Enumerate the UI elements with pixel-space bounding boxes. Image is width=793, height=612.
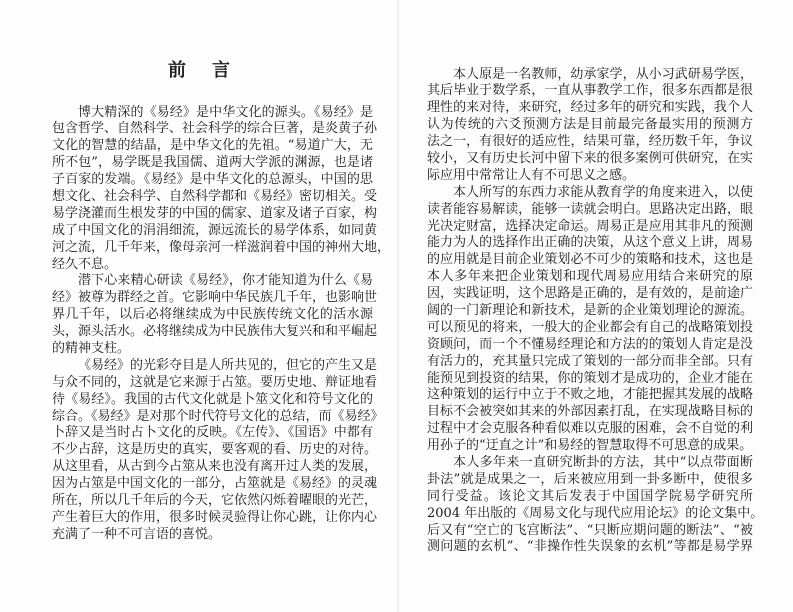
paragraph xyxy=(427,67,753,185)
text-line: 这种策划的运行中立于不败之地，才能把握其发展的战略 xyxy=(427,387,753,403)
text-line: 所不包”，易学既是我国儒、道两大学派的渊源，也是诸 xyxy=(52,155,373,171)
text-line: 读者能容易解读，能够一读就会明白。思路决定出路，眼 xyxy=(427,201,753,217)
text-line: 不少占辞，这是历史的真实，要客观的看、历史的对待。 xyxy=(52,442,378,458)
text-line: 阔的一门新理论和新技术，是新的企业策划理论的源流。 xyxy=(427,302,753,318)
text-line: 本人多年来一直研究断卦的方法，其中“以点带面断 xyxy=(453,454,753,470)
text-line: 光决定财富，选择决定命运。周易正是应用其非凡的预测 xyxy=(427,218,753,234)
text-line: 包含哲学、自然科学、社会科学的综合巨著，是炎黄子孙 xyxy=(52,121,378,137)
text-line: 有活力的，充其量只完成了策划的一部分而非全部。只有 xyxy=(427,353,753,369)
text-line: 能力为人的选择作出正确的决策，从这个意义上讲，周易 xyxy=(427,235,753,251)
left-page-body xyxy=(52,104,391,544)
text-line: 的精神支柱。 xyxy=(52,340,131,356)
text-line: 待《易经》。我国的古代文化就是卜筮文化和符号文化的 xyxy=(52,391,373,407)
text-line: 本人所写的东西力求能从教育学的角度来进入，以使 xyxy=(453,184,753,200)
text-line: 能预见到投资的结果，你的策划才是成功的，企业才能在 xyxy=(427,370,753,386)
paragraph xyxy=(52,357,384,544)
text-line: 同行受益。该论文其后发表于中国国学院易学研究所 xyxy=(427,488,753,504)
page-gutter xyxy=(397,0,399,612)
text-line: 法之一，有很好的适应性，结果可靠，经历数千年，争议 xyxy=(427,134,753,150)
text-line: 经久不息。 xyxy=(52,256,118,272)
text-line: 卦法”就是成果之一，后来被应用到一卦多断中，使很多 xyxy=(427,471,753,487)
text-line: 可以预见的将来，一般大的企业都会有自己的战略策划投 xyxy=(427,319,753,335)
text-line: 其后毕业于数学系，一直从事教学工作，很多东西都是很 xyxy=(427,83,753,99)
paragraph xyxy=(52,273,378,357)
right-page-body xyxy=(427,66,764,557)
text-line: 用孙子的“迂直之计”和易经的智慧取得不可思意的成果。 xyxy=(427,438,753,454)
text-line: 河之流，几千年来，像母亲河一样滋润着中国的神州大地， xyxy=(52,239,391,255)
text-line: 因为占筮是中国文化的一部分，占筮就是《易经》的灵魂 xyxy=(52,476,378,492)
text-line: 际应用中常常让人有不可思义之感。 xyxy=(427,167,636,183)
paragraph xyxy=(427,185,753,455)
text-line: 从这里看，从古到今占筮从来也没有离开过人类的发展， xyxy=(52,459,378,475)
text-line: 综合。《易经》是对那个时代符号文化的总结，而《易经》 xyxy=(52,408,384,424)
text-line: 资顾问，而一个不懂易经理论和方法的的策划人肯定是没 xyxy=(427,336,753,352)
text-line: 的应用就是目前企业策划必不可少的策略和技术，这也是 xyxy=(427,252,753,268)
text-line: 较小，又有历史长河中留下来的很多案例可供研究，在实 xyxy=(427,150,753,166)
text-line: 想文化、社会科学、自然科学都和《易经》密切相关。受 xyxy=(52,188,378,204)
text-line: 2004 年出版的《周易文化与现代应用论坛》的论文集中。 xyxy=(427,505,764,521)
text-line: 充满了一种不可言语的喜悦。 xyxy=(52,526,222,542)
text-line: 成了中国文化的涓涓细流，源远流长的易学体系，如同黄 xyxy=(52,222,378,238)
text-line: 认为传统的六爻预测方法是目前最完备最实用的预测方 xyxy=(427,117,753,133)
text-line: 《易经》的光彩夺目是人所共见的，但它的产生又是 xyxy=(78,357,378,373)
text-line: 测问题的玄机”、“非操作性失误象的玄机”等都是易学界 xyxy=(427,539,753,555)
text-line: 过程中才会克服各种看似难以克服的困难，会不自觉的利 xyxy=(427,421,753,437)
text-line: 头，源头活水。必将继续成为中民族伟大复兴和和平崛起 xyxy=(52,324,378,340)
text-line: 产生着巨大的作用，很多时候灵验得让你心跳，让你内心 xyxy=(52,509,378,525)
text-line: 目标不会被突如其来的外部因素打乱，在实现战略目标的 xyxy=(427,404,753,420)
text-line: 经》被尊为群经之首。它影响中华民族几千年，也影响世 xyxy=(52,290,378,306)
text-line: 所在，所以几千年后的今天，它依然闪烁着曜眼的光芒， xyxy=(52,492,378,508)
text-line: 易学浇灌而生根发芽的中国的儒家、道家及诸子百家，构 xyxy=(52,205,378,221)
text-line: 因，实践证明，这个思路是正确的，是有效的，是前途广 xyxy=(427,286,753,302)
text-line: 后又有“空亡的飞宫断法”、“只断应期问题的断法”、“被 xyxy=(427,522,753,538)
text-line: 本人原是一名教师，幼承家学，从小习武研易学医， xyxy=(453,66,753,82)
text-line: 文化的智慧的结晶，是中华文化的先祖。“易道广大，无 xyxy=(52,138,373,154)
text-line: 卜辞又是当时占卜文化的反映。《左传》、《国语》中都有 xyxy=(52,425,373,441)
text-line: 界几千年，以后必将继续成为中民族传统文化的活水源 xyxy=(52,307,373,323)
text-line: 与众不同的，这就是它来源于占筮。要历史地、辩证地看 xyxy=(52,374,378,390)
text-line: 子百家的发端。《易经》是中华文化的总源头，中国的思 xyxy=(52,172,373,188)
text-line: 理性的来对待，来研究，经过多年的研究和实践，我个人 xyxy=(427,100,753,116)
text-line: 本人多年来把企业策划和现代周易应用结合来研究的原 xyxy=(427,269,753,285)
paragraph xyxy=(52,104,391,274)
text-line: 博大精深的《易经》是中华文化的源头。《易经》是 xyxy=(78,104,373,120)
text-line: 潜下心来精心研读《易经》，你才能知道为什么《易 xyxy=(78,273,373,289)
paragraph xyxy=(427,454,764,556)
page-title: 前言 xyxy=(168,60,256,81)
